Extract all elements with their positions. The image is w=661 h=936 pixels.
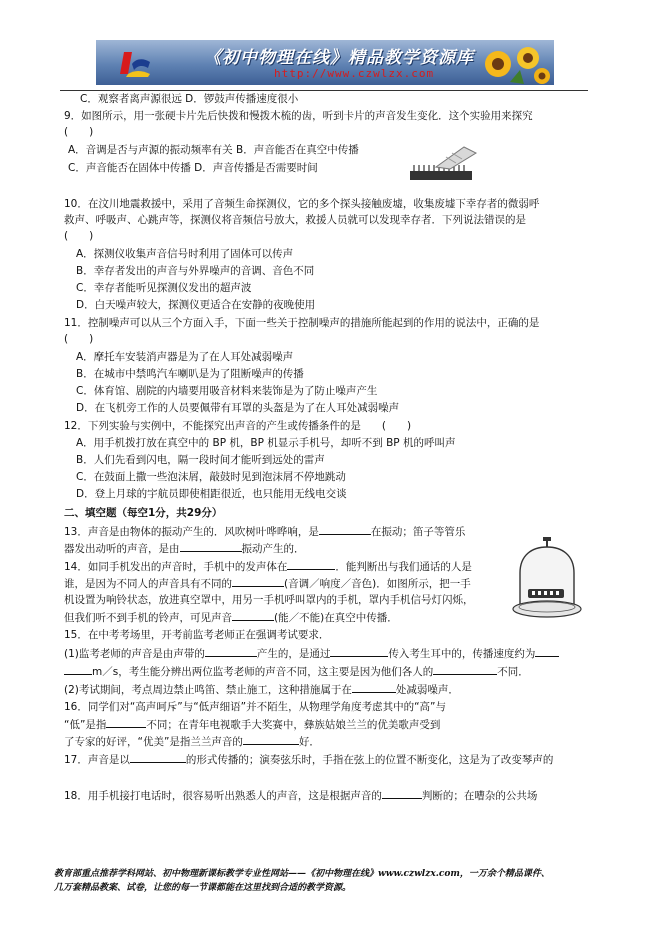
q10-option-a: A．探测仪收集声音信号时利用了固体可以传声 [76,248,294,260]
q15-blank-3b[interactable] [64,664,92,675]
q9-stem: 9．如图所示，用一张硬卡片先后快拨和慢拨木梳的齿，听到卡片的声音发生变化．这个实验用来探究 [64,110,533,122]
q15-line-2: m／s，考生能分辨出两位监考老师的声音不同，这主要是因为他们各人的 不同． [64,664,529,679]
q14-blank-3[interactable] [232,610,274,621]
q12-option-d: D．登上月球的宇航员即使相距很近，也只能用无线电交谈 [76,488,347,500]
q8-options-cd: C．观察者离声源很远 D．锣鼓声传播速度很小 [80,93,299,105]
q13-line-1: 13．声音是由物体的振动产生的．风吹树叶哗哗响，是 在振动；笛子等管乐 [64,526,466,538]
vacuum-bell-jar-figure [508,537,586,625]
q14-blank-2[interactable] [232,576,284,587]
q13-blank-2[interactable] [180,541,242,552]
q14-line-4: 但我们听不到手机的铃声，可见声音 (能／不能)在真空中传播． [64,612,398,624]
q10-stem-1: 10．在汶川地震救援中，采用了音频生命探测仪，它的多个探头接触废墟，收集废墟下幸存者的微弱呼 [64,198,540,210]
q15-blank-3a[interactable] [535,646,559,657]
q11-option-b: B．在城市中禁鸣汽车喇叭是为了阻断噪声的传播 [76,368,304,380]
q16-line-3: 了专家的好评，“优美”是指兰兰声音的 好． [64,736,320,748]
q9-options-ab: A．音调是否与声源的振动频率有关 B．声音能否在真空中传播 [68,144,359,156]
q11-paren: ( ) [64,333,94,345]
q11-option-c: C．体育馆、剧院的内墙要用吸音材料来装饰是为了防止噪声产生 [76,385,378,397]
q11-stem: 11．控制噪声可以从三个方面入手，下面一些关于控制噪声的措施所能起到的作用的说法中，正确的是 [64,317,540,329]
q16-line-2: “低”是指 不同；在青年电视歌手大奖赛中，彝族姑娘兰兰的优美歌声受到 [64,719,441,731]
q11-option-d: D．在飞机旁工作的人员要佩带有耳罩的头盔是为了在人耳处减弱噪声 [76,402,400,414]
q12-option-a: A．用手机拨打放在真空中的 BP 机，BP 机显示手机号，却听不到 BP 机的呼叫声 [76,437,456,449]
q16-blank-2[interactable] [243,734,299,745]
q17-line-1: 17．声音是以 的形式传播的；演奏弦乐时，手指在弦上的位置不断变化，这是为了改变琴声的 [64,754,554,766]
site-logo-icon [118,48,152,78]
q12-option-b: B．人们先看到闪电，隔一段时间才能听到远处的雷声 [76,454,325,466]
q10-option-c: C．幸存者能听见探测仪发出的超声波 [76,282,252,294]
q16-line-1: 16．同学们对“高声呵斥”与“低声细语”并不陌生，从物理学角度考虑其中的“高”与 [64,701,446,713]
sunflower-icon [480,42,550,84]
q15-blank-5[interactable] [352,682,396,693]
footer-line-1: 教育部重点推荐学科网站、初中物理新课标教学专业性网站——《初中物理在线》www.czwlzx.com，一万余个精品课件、 [54,869,550,879]
q9-options-cd: C．声音能否在固体中传播 D．声音传播是否需要时间 [68,162,318,174]
q14-line-2: 谁，是因为不同人的声音具有不同的 (音调／响度／音色)．如图所示，把一手 [64,578,471,590]
q11-option-a: A．摩托车安装消声器是为了在人耳处减弱噪声 [76,351,294,363]
q13-line-2: 器发出动听的声音，是由 振动产生的． [64,543,305,555]
q12-option-c: C．在鼓面上撒一些泡沫屑，敲鼓时见到泡沫屑不停地跳动 [76,471,346,483]
q14-line-3: 机设置为响铃状态，放进真空罩中，用另一手机呼叫罩内的手机，罩内手机信号灯闪烁， [64,594,474,606]
q15-line-3: (2)考试期间，考点周边禁止鸣笛、禁止施工，这种措施属于在 处减弱噪声． [64,684,459,696]
header-divider [60,90,588,91]
q15-line-1: (1)监考老师的声音是由声带的 产生的，是通过 传入考生耳中的，传播速度约为 [64,646,559,661]
q10-option-b: B．幸存者发出的声音与外界噪声的音调、音色不同 [76,265,315,277]
q13-blank-1[interactable] [319,524,371,535]
q9-paren: ( ) [64,126,94,138]
q18-line-1: 18．用手机接打电话时，很容易听出熟悉人的声音，这是根据声音的 判断的；在嘈杂的公共场 [64,790,538,802]
site-url[interactable]: http://www.czwlzx.com [274,67,435,80]
q15-blank-1[interactable] [205,646,257,657]
q14-line-1: 14．如同手机发出的声音时，手机中的发声体在 ．能判断出与我们通话的人是 [64,561,472,573]
site-title: 《初中物理在线》精品教学资源库 [204,48,474,68]
comb-card-figure [406,143,482,185]
q16-blank-1[interactable] [106,717,146,728]
q15-blank-2[interactable] [330,646,388,657]
q12-stem: 12．下列实验与实例中，不能探究出声音的产生或传播条件的是 ( ) [64,420,412,432]
q17-blank-1[interactable] [130,752,186,763]
header-banner [96,40,554,85]
q10-paren: ( ) [64,230,94,242]
q10-stem-2: 救声、呼吸声、心跳声等，探测仪将音频信号放大，救援人员就可以发现幸存者．下列说法错误的是 [64,214,526,226]
footer-line-2: 几万套精品教案、试卷，让您的每一节课都能在这里找到合适的教学资源。 [54,883,352,893]
q15-blank-4[interactable] [433,664,497,675]
q15-stem: 15．在中考考场里，开考前监考老师正在强调考试要求． [64,629,330,641]
q18-blank-1[interactable] [382,788,422,799]
section-fill-in-title: 二、填空题（每空1分，共29分） [64,507,223,519]
q10-option-d: D．白天噪声较大，探测仪更适合在安静的夜晚使用 [76,299,316,311]
q14-blank-1[interactable] [287,559,335,570]
